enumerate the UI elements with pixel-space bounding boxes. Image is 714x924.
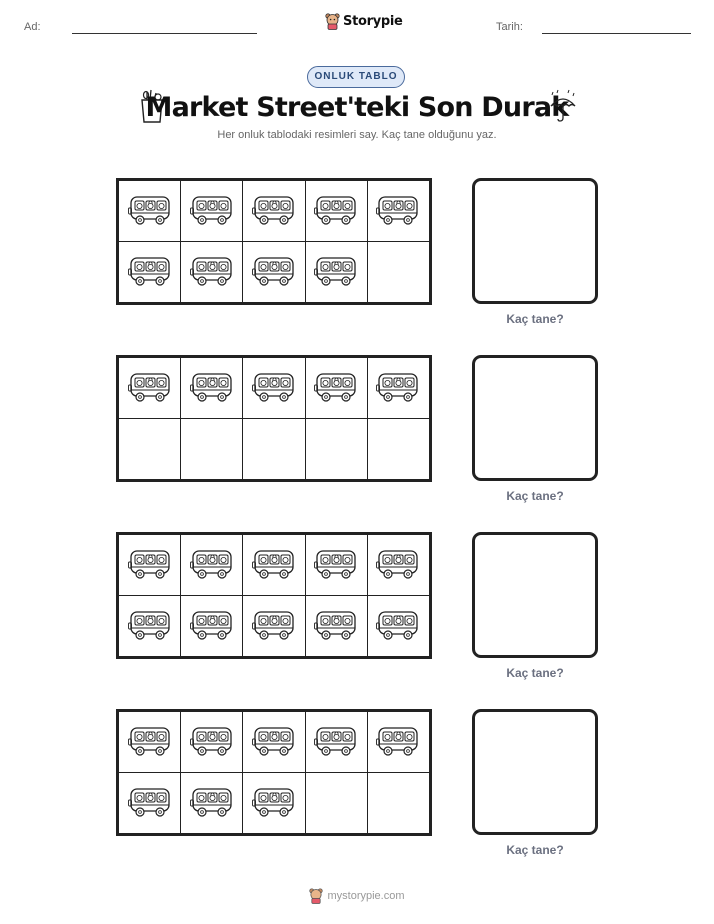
ten-frame-cell	[243, 358, 304, 418]
brand-name: Storypie	[343, 14, 403, 29]
bus-icon	[190, 194, 234, 228]
bus-icon	[252, 255, 296, 289]
instructions: Her onluk tablodaki resimleri say. Kaç tane olduğunu yaz.	[217, 129, 497, 141]
bus-icon	[314, 194, 358, 228]
ten-frame-cell	[368, 181, 429, 241]
ten-frame-cell	[306, 596, 367, 656]
ten-frame-cell	[181, 242, 242, 302]
page-title: Market Street'teki Son Durak	[145, 92, 569, 123]
bus-icon	[190, 371, 234, 405]
ten-frame-cell	[368, 596, 429, 656]
ten-frame-2	[116, 355, 432, 482]
ten-frame-cell	[368, 712, 429, 772]
footer	[0, 888, 714, 904]
ten-frame-cell	[306, 358, 367, 418]
ten-frame-cell	[181, 773, 242, 833]
ten-frame-cell	[306, 712, 367, 772]
ten-frame-cell	[119, 773, 180, 833]
ten-frame-cell	[243, 773, 304, 833]
ten-frame-3	[116, 532, 432, 659]
bus-icon	[190, 255, 234, 289]
ten-frame-cell	[243, 181, 304, 241]
question-label-2: Kaç tane?	[506, 489, 564, 503]
ten-frame-cell	[243, 712, 304, 772]
answer-box-3[interactable]	[472, 532, 598, 658]
bear-icon	[309, 888, 323, 904]
footer-url: mystorypie.com	[327, 890, 405, 902]
ten-frame-cell	[306, 181, 367, 241]
bus-icon	[190, 725, 234, 759]
bus-icon	[252, 725, 296, 759]
bus-icon	[314, 255, 358, 289]
bus-icon	[314, 725, 358, 759]
ten-frame-cell	[368, 773, 429, 833]
bus-icon	[376, 609, 420, 643]
bus-icon	[128, 786, 172, 820]
ten-frame-cell	[243, 242, 304, 302]
ten-frame-cell	[119, 712, 180, 772]
umbrella-icon	[547, 88, 579, 124]
answer-box-2[interactable]	[472, 355, 598, 481]
ten-frame-cell	[181, 712, 242, 772]
bus-icon	[128, 194, 172, 228]
bus-icon	[128, 609, 172, 643]
ten-frame-cell	[306, 242, 367, 302]
worksheet-type-badge: ONLUK TABLO	[307, 66, 405, 88]
ten-frame-cell	[243, 535, 304, 595]
bus-icon	[376, 725, 420, 759]
bus-icon	[314, 548, 358, 582]
bus-icon	[252, 194, 296, 228]
name-line	[72, 33, 257, 34]
bus-icon	[376, 371, 420, 405]
ten-frame-cell	[368, 242, 429, 302]
ten-frame-cell	[119, 358, 180, 418]
ten-frame-cell	[181, 181, 242, 241]
date-label: Tarih:	[496, 21, 523, 33]
ten-frame-cell	[119, 596, 180, 656]
bus-icon	[252, 786, 296, 820]
bus-icon	[252, 371, 296, 405]
ten-frame-cell	[368, 419, 429, 479]
brand-logo	[325, 13, 403, 30]
ten-frame-cell	[368, 358, 429, 418]
ten-frame-cell	[243, 596, 304, 656]
ten-frame-cell	[181, 419, 242, 479]
ten-frame-cell	[306, 419, 367, 479]
name-label: Ad:	[24, 21, 41, 33]
bus-icon	[128, 725, 172, 759]
date-line	[542, 33, 691, 34]
ten-frame-cell	[306, 535, 367, 595]
ten-frame-cell	[368, 535, 429, 595]
bus-icon	[190, 609, 234, 643]
bus-icon	[252, 548, 296, 582]
answer-box-4[interactable]	[472, 709, 598, 835]
bus-icon	[128, 255, 172, 289]
ten-frame-1	[116, 178, 432, 305]
answer-box-1[interactable]	[472, 178, 598, 304]
bus-icon	[190, 548, 234, 582]
question-label-1: Kaç tane?	[506, 312, 564, 326]
ten-frame-cell	[181, 596, 242, 656]
bus-icon	[314, 371, 358, 405]
ten-frame-cell	[119, 181, 180, 241]
ten-frame-cell	[119, 535, 180, 595]
bus-icon	[252, 609, 296, 643]
ten-frame-4	[116, 709, 432, 836]
bus-icon	[128, 548, 172, 582]
ten-frame-cell	[119, 242, 180, 302]
bus-icon	[128, 371, 172, 405]
bus-icon	[190, 786, 234, 820]
question-label-3: Kaç tane?	[506, 666, 564, 680]
ten-frame-cell	[181, 535, 242, 595]
bus-icon	[376, 548, 420, 582]
ten-frame-cell	[119, 419, 180, 479]
bear-icon	[325, 13, 340, 30]
ten-frame-cell	[243, 419, 304, 479]
bus-icon	[314, 609, 358, 643]
bus-icon	[376, 194, 420, 228]
ten-frame-cell	[181, 358, 242, 418]
question-label-4: Kaç tane?	[506, 843, 564, 857]
ten-frame-cell	[306, 773, 367, 833]
